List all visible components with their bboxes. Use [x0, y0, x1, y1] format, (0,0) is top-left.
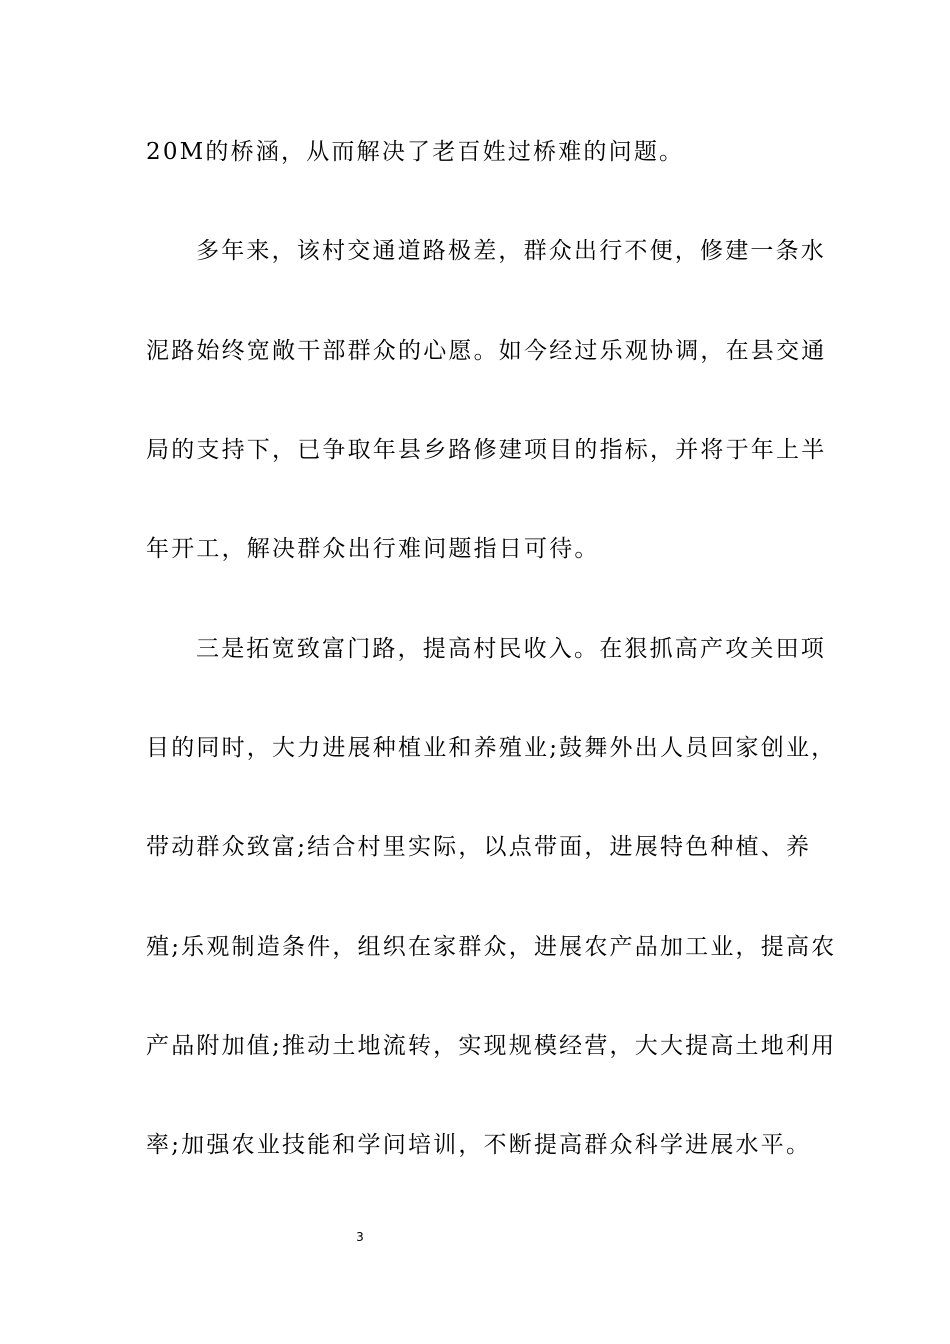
text-line-5: 年开工，解决群众出行难问题指日可待。	[146, 536, 600, 562]
text-line-3: 泥路始终宽敞干部群众的心愿。如今经过乐观协调，在县交通	[146, 338, 827, 364]
text-line-10: 产品附加值;推动土地流转，实现规模经营，大大提高土地利用	[146, 1033, 837, 1059]
text-line-1: 20M的桥涵，从而解决了老百姓过桥难的问题。	[146, 139, 685, 165]
text-line-7: 目的同时，大力进展种植业和养殖业;鼓舞外出人员回家创业，	[146, 735, 837, 761]
page-number: 3	[356, 1230, 364, 1244]
text-line-4: 局的支持下，已争取年县乡路修建项目的指标，并将于年上半	[146, 437, 827, 463]
text-line-8: 带动群众致富;结合村里实际，以点带面，进展特色种植、养	[146, 834, 812, 860]
text-line-6: 三是拓宽致富门路，提高村民收入。在狠抓高产攻关田项	[196, 636, 826, 662]
text-line-9: 殖;乐观制造条件，组织在家群众，进展农产品加工业，提高农	[146, 934, 837, 960]
text-line-11: 率;加强农业技能和学问培训，不断提高群众科学进展水平。	[146, 1132, 812, 1158]
text-line-2: 多年来，该村交通道路极差，群众出行不便，修建一条水	[196, 238, 826, 264]
